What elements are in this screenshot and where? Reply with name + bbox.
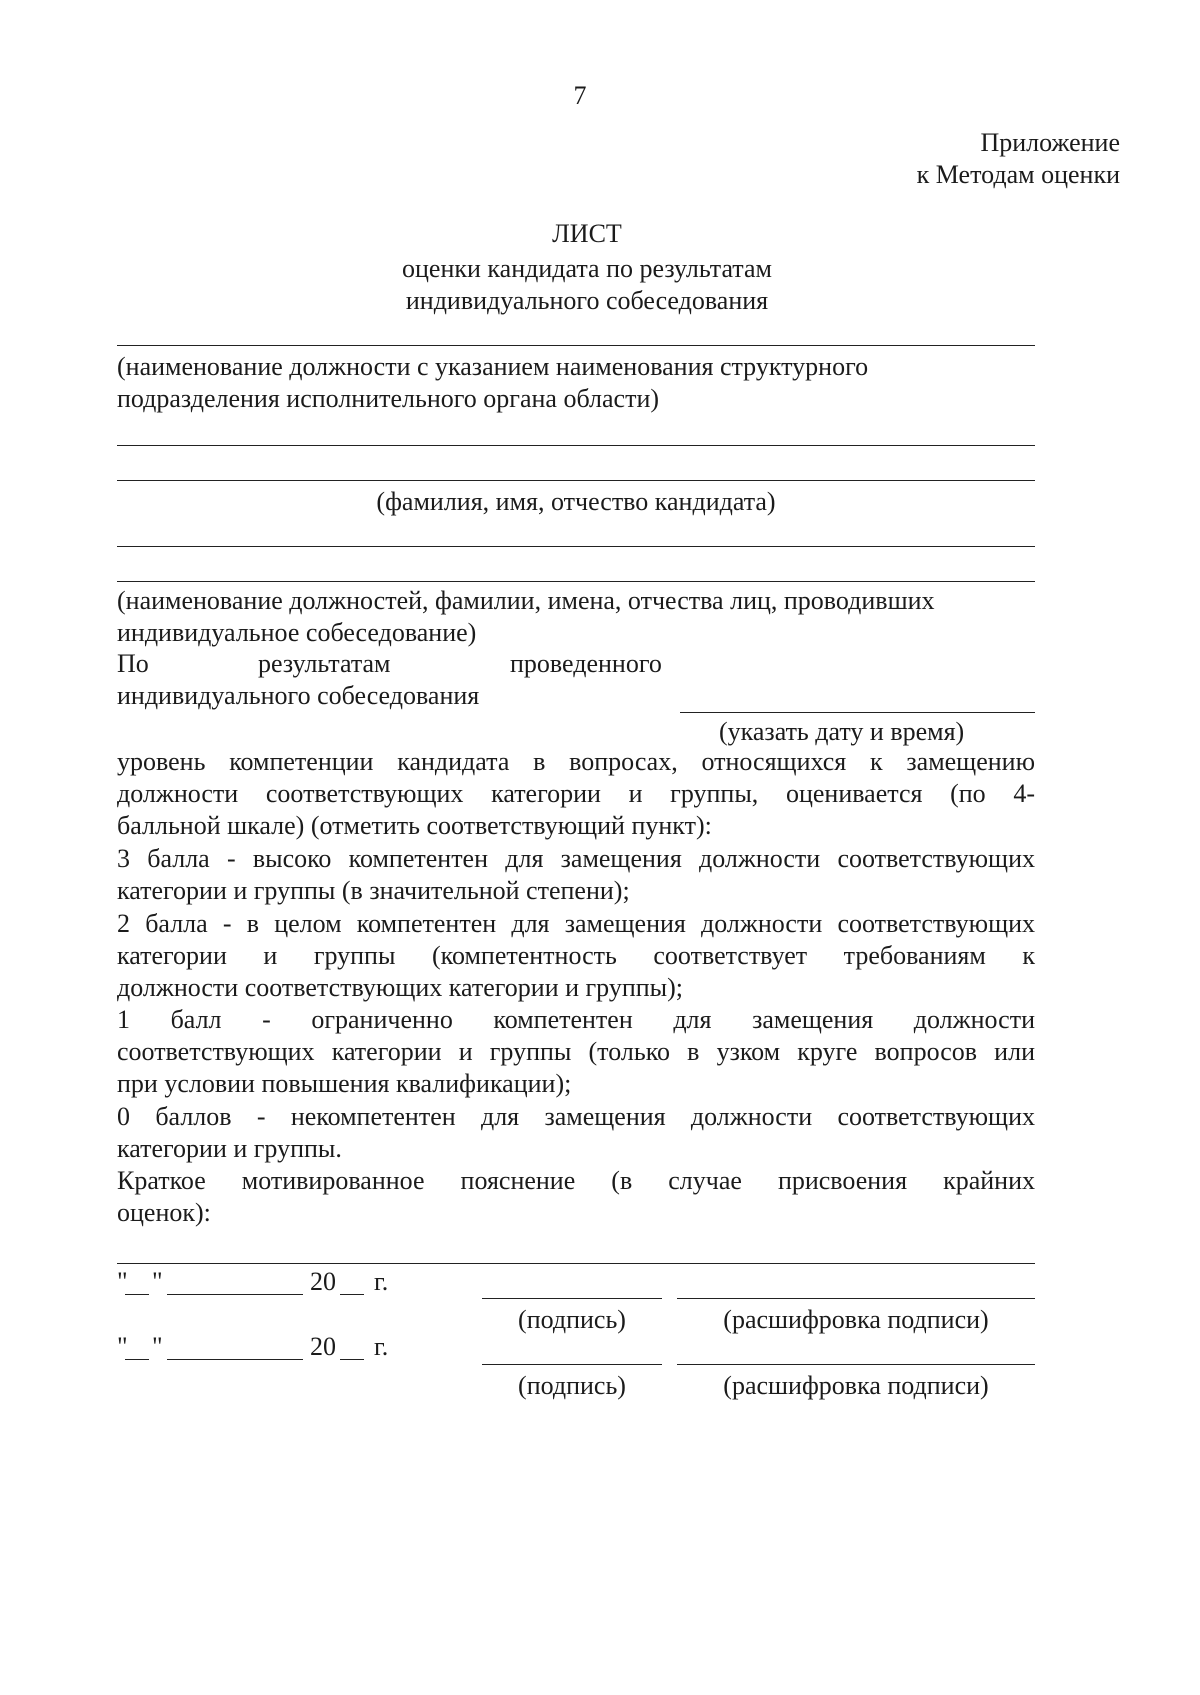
appendix-note <box>917 127 1120 191</box>
score-1-line-1: 1 балл - ограниченно компетентен для замещения должности <box>117 1005 1035 1034</box>
document-title: ЛИСТ <box>552 219 622 248</box>
score-0-line-2: категории и группы. <box>117 1134 342 1163</box>
candidate-blank-line-2 <box>117 480 1035 481</box>
month-blank <box>167 1294 303 1295</box>
candidate-blank-line-1 <box>117 445 1035 446</box>
results-word-1: По <box>117 649 149 678</box>
year-prefix: 20 <box>310 1332 336 1361</box>
score-1-line-2: соответствующих категории и группы (только в узком круге вопросов или <box>117 1037 1035 1066</box>
signature-decode-caption: (расшифровка подписи) <box>723 1371 989 1400</box>
score-2-line-3: должности соответствующих категории и группы); <box>117 973 684 1002</box>
interviewers-caption-1: (наименование должностей, фамилии, имена, отчества лиц, проводивших <box>117 586 935 615</box>
explanation-line-1: Краткое мотивированное пояснение (в случае присвоения крайних <box>117 1166 1035 1195</box>
explanation-line-2: оценок): <box>117 1198 211 1227</box>
results-word-3: проведенного <box>510 649 662 678</box>
signature-caption: (подпись) <box>518 1371 626 1400</box>
position-caption-2: подразделения исполнительного органа области) <box>117 384 660 413</box>
day-blank <box>125 1294 149 1295</box>
date-quote-close: " <box>152 1332 163 1361</box>
results-word-2: результатам <box>258 649 391 678</box>
appendix-line-1: Приложение <box>980 128 1120 157</box>
score-1-line-3: при условии повышения квалификации); <box>117 1069 572 1098</box>
signature-blank <box>482 1364 662 1365</box>
year-blank <box>340 1294 364 1295</box>
interviewers-blank-line-1 <box>117 546 1035 547</box>
document-subtitle-2: индивидуального собеседования <box>405 286 769 315</box>
score-2-line-1: 2 балла - в целом компетентен для замещения должности соответствующих <box>117 909 1035 938</box>
signature-caption: (подпись) <box>518 1305 626 1334</box>
results-line-2: индивидуального собеседования <box>117 681 480 710</box>
position-caption-1: (наименование должности с указанием наименования структурного <box>117 352 869 381</box>
date-caption: (указать дату и время) <box>719 717 965 746</box>
year-suffix: г. <box>374 1332 389 1361</box>
intro-line-2: должности соответствующих категории и группы, оценивается (по 4- <box>117 779 1035 808</box>
score-0-line-1: 0 баллов - некомпетентен для замещения должности соответствующих <box>117 1102 1035 1131</box>
day-blank <box>125 1359 149 1360</box>
appendix-line-2: к Методам оценки <box>916 160 1120 189</box>
score-2-line-2: категории и группы (компетентность соответствует требованиям к <box>117 941 1035 970</box>
score-3-line-2: категории и группы (в значительной степени); <box>117 876 630 905</box>
month-blank <box>167 1359 303 1360</box>
date-quote-open: " <box>117 1332 128 1361</box>
signature-decode-blank <box>677 1364 1035 1365</box>
year-suffix: г. <box>374 1267 389 1296</box>
document-subtitle-1: оценки кандидата по результатам <box>402 254 772 283</box>
score-3-line-1: 3 балла - высоко компетентен для замещения должности соответствующих <box>117 844 1035 873</box>
interviewers-caption-2: индивидуальное собеседование) <box>117 618 477 647</box>
position-blank-line <box>117 345 1035 346</box>
year-blank <box>340 1359 364 1360</box>
date-blank-line <box>680 712 1035 713</box>
signature-blank <box>482 1298 662 1299</box>
explanation-blank-line <box>117 1263 1035 1264</box>
page-number: 7 <box>573 81 587 110</box>
signature-decode-blank <box>677 1298 1035 1299</box>
candidate-caption: (фамилия, имя, отчество кандидата) <box>376 487 776 516</box>
signature-decode-caption: (расшифровка подписи) <box>723 1305 989 1334</box>
date-quote-open: " <box>117 1267 128 1296</box>
intro-line-1: уровень компетенции кандидата в вопросах, относящихся к замещению <box>117 747 1035 776</box>
interviewers-blank-line-2 <box>117 581 1035 582</box>
year-prefix: 20 <box>310 1267 336 1296</box>
intro-line-3: балльной шкале) (отметить соответствующий пункт): <box>117 811 712 840</box>
date-quote-close: " <box>152 1267 163 1296</box>
